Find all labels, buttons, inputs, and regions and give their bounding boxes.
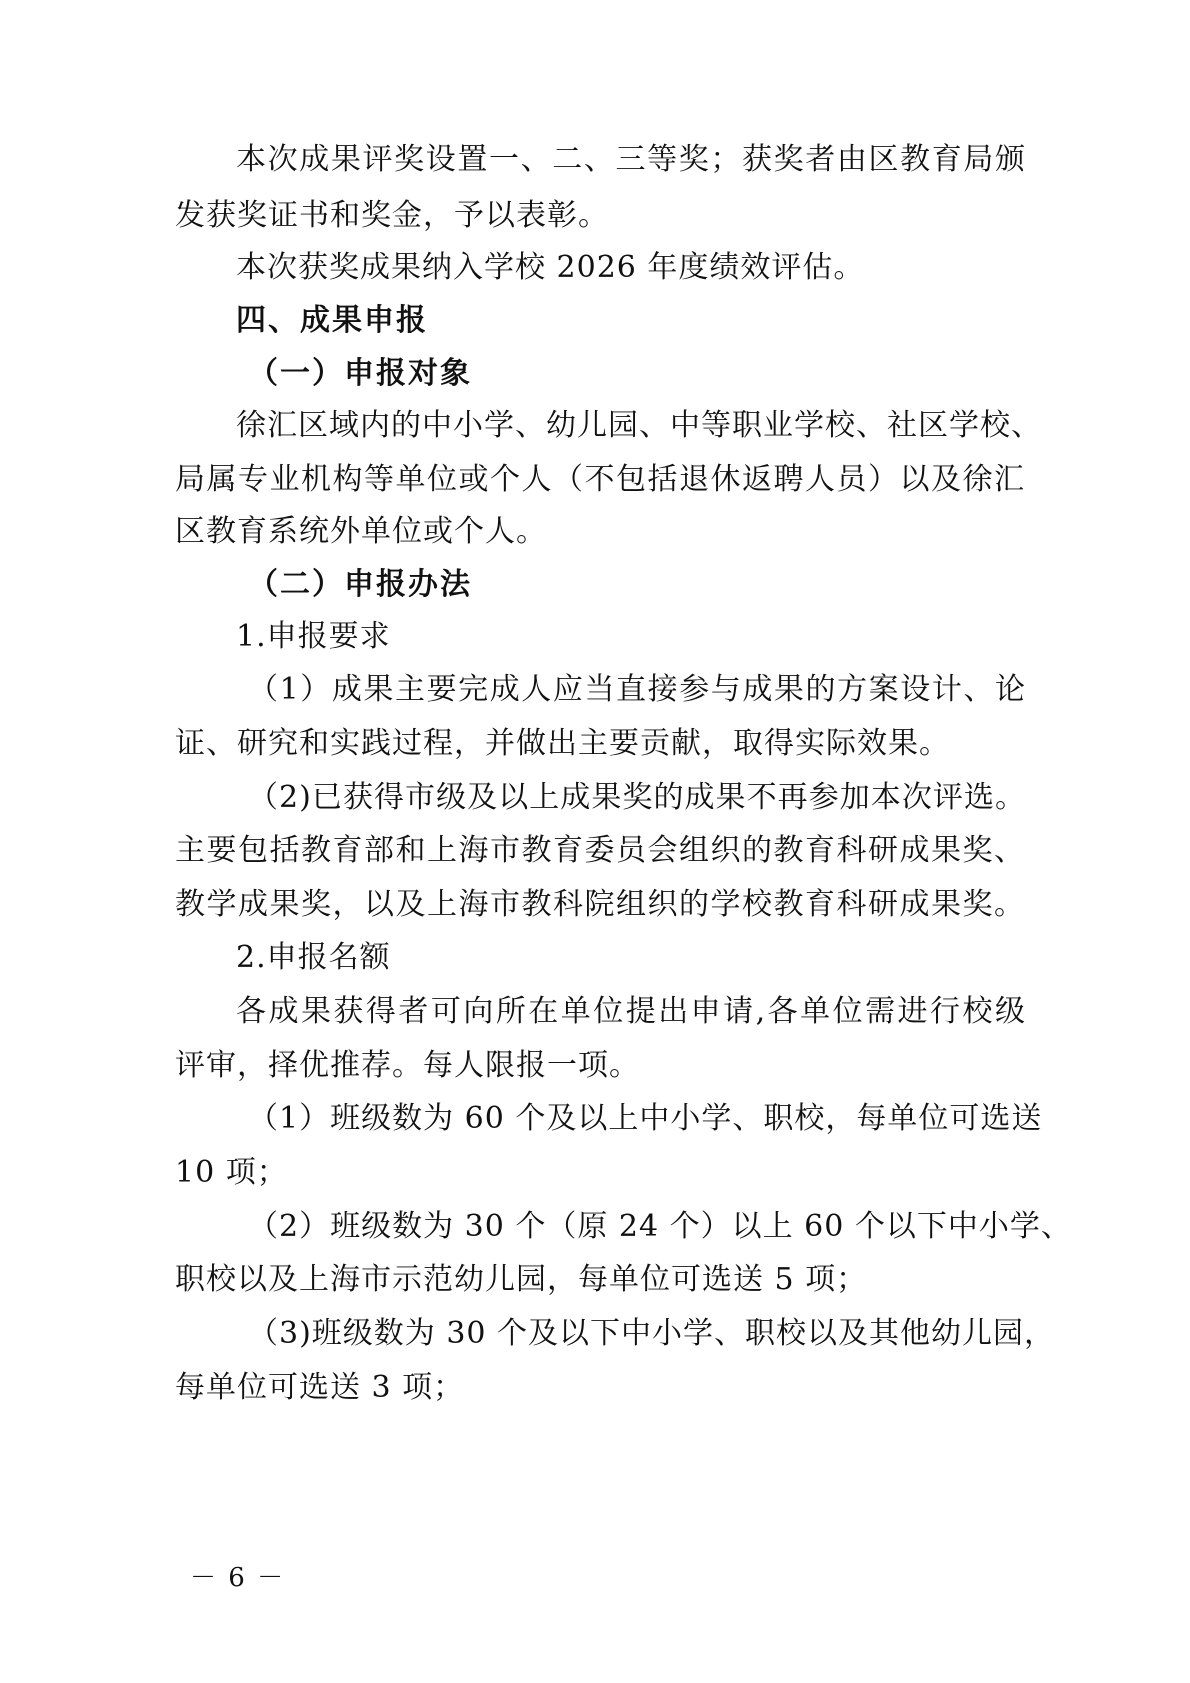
paragraph-line: （1）成果主要完成人应当直接参与成果的方案设计、论 (248, 672, 1026, 707)
paragraph-line: 发获奖证书和奖金，予以表彰。 (175, 198, 609, 233)
paragraph-line: 本次获奖成果纳入学校 2026 年度绩效评估。 (236, 250, 865, 285)
paragraph-line: 主要包括教育部和上海市教育委员会组织的教育科研成果奖、 (175, 833, 1025, 868)
paragraph-line: （1）班级数为 60 个及以上中小学、职校，每单位可选送 (248, 1101, 1043, 1136)
paragraph-line: 评审，择优推荐。每人限报一项。 (175, 1048, 640, 1083)
paragraph-line: （3)班级数为 30 个及以下中小学、职校以及其他幼儿园， (248, 1316, 1056, 1351)
paragraph-line: 10 项； (175, 1155, 288, 1190)
page-number: － 6 － (190, 1563, 286, 1593)
paragraph-line: 徐汇区域内的中小学、幼儿园、中等职业学校、社区学校、 (236, 408, 1042, 443)
paragraph-line: 局属专业机构等单位或个人（不包括退休返聘人员）以及徐汇 (175, 462, 1025, 497)
paragraph-line: 各成果获得者可向所在单位提出申请,各单位需进行校级 (236, 994, 1026, 1029)
paragraph-line: 本次成果评奖设置一、二、三等奖；获奖者由区教育局颁 (236, 142, 1026, 177)
list-heading: 2.申报名额 (236, 940, 391, 975)
paragraph-line: 每单位可选送 3 项； (175, 1370, 465, 1405)
subsection-heading: （二）申报办法 (248, 567, 472, 602)
paragraph-line: （2)已获得市级及以上成果奖的成果不再参加本次评选。 (248, 780, 1026, 815)
list-heading: 1.申报要求 (236, 619, 391, 654)
paragraph-line: 教学成果奖，以及上海市教科院组织的学校教育科研成果奖。 (175, 887, 1025, 922)
paragraph-line: 证、研究和实践过程，并做出主要贡献，取得实际效果。 (175, 726, 950, 761)
paragraph-line: 区教育系统外单位或个人。 (175, 514, 547, 549)
section-heading: 四、成果申报 (236, 303, 428, 338)
paragraph-line: （2）班级数为 30 个（原 24 个）以上 60 个以下中小学、 (248, 1209, 1072, 1244)
paragraph-line: 职校以及上海市示范幼儿园，每单位可选送 5 项； (175, 1262, 868, 1297)
subsection-heading: （一）申报对象 (248, 356, 472, 391)
